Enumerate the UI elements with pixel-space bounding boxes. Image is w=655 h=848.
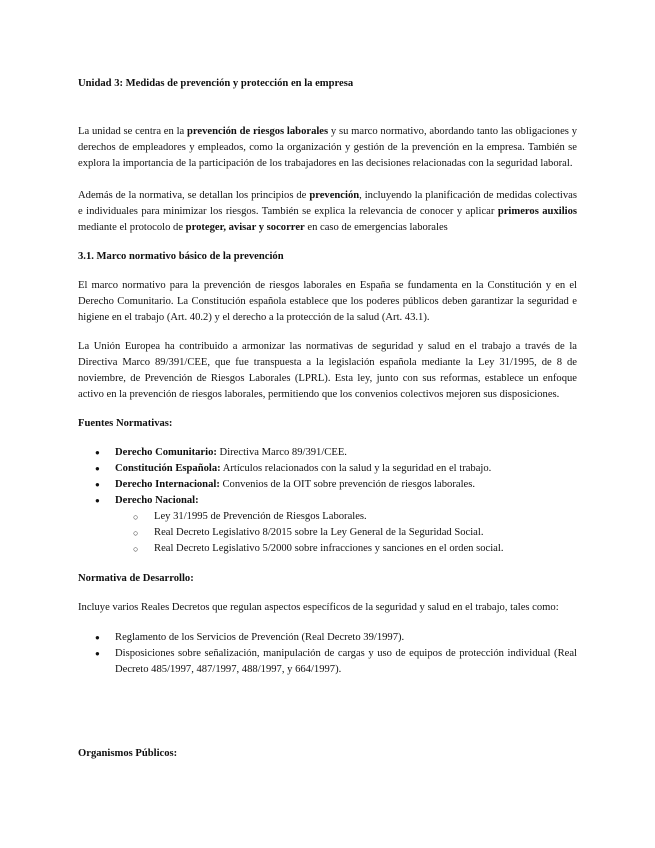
intro-p1-text-c: y su marco normativo, abordando tanto las obligaciones y derechos de empleadores y empleados, como la organización y gestión de la prevención en la empresa. También se explora la importancia de la participación de los trabajadores en las decisiones relacionadas con la seguridad laboral. — [78, 126, 577, 169]
intro-p2-bold-prevencion: prevención — [309, 190, 360, 201]
list-item-label: Constitución Española: — [115, 463, 221, 474]
desarrollo-heading: Normativa de Desarrollo: — [78, 573, 194, 584]
list-item-label: Derecho Nacional: — [115, 495, 199, 506]
sublist-item: ○ Real Decreto Legislativo 8/2015 sobre la Ley General de la Seguridad Social. — [78, 525, 577, 541]
desarrollo-list — [78, 630, 577, 678]
list-item: ● Disposiciones sobre señalización, manipulación de cargas y uso de equipos de protección individual (Real Decreto 485/1997, 487/1997, 488/1997, y 664/1997). — [78, 646, 577, 678]
intro-paragraph-2 — [78, 188, 577, 236]
desarrollo-intro: Incluye varios Reales Decretos que regulan aspectos específicos de la seguridad y salud en el trabajo, tales como: — [78, 602, 559, 613]
section-heading-3-1: 3.1. Marco normativo básico de la prevención — [78, 251, 284, 262]
fuentes-heading: Fuentes Normativas: — [78, 418, 173, 429]
intro-p2-text-c: , incluyendo la planificación de medidas colectivas e individuales para minimizar los riesgos. También se explica la relevancia de conocer y aplicar — [78, 190, 577, 217]
document-title: Unidad 3: Medidas de prevención y protección en la empresa — [78, 78, 354, 89]
list-item-label: Derecho Comunitario: — [115, 447, 217, 458]
sublist-item: ○ Ley 31/1995 de Prevención de Riesgos Laborales. — [78, 509, 577, 525]
intro-paragraph-1 — [78, 124, 577, 172]
list-item — [78, 445, 577, 461]
intro-p2-bold-primeros-auxilios: primeros auxilios — [497, 206, 577, 217]
intro-p2-text-a: Además de la normativa, se detallan los principios de — [78, 190, 310, 201]
section-3-1-paragraph-1: El marco normativo para la prevención de riesgos laborales en España se fundamenta en la Constitución y en el Derecho Comunitario. La Constitución española establece que los poderes públicos deben garantizar la seguridad e higiene en el trabajo (Art. 40.2) y el derecho a la protección de la salud (Art. 43.1). — [78, 280, 577, 323]
intro-p2-text-g: en caso de emergencias laborales — [304, 222, 448, 233]
intro-p2-bold-protocolo: proteger, avisar y socorrer — [185, 222, 305, 233]
list-item — [78, 461, 577, 477]
document-page — [78, 76, 577, 759]
list-item-text: Convenios de la OIT sobre prevención de riesgos laborales. — [219, 479, 476, 490]
organismos-heading: Organismos Públicos: — [78, 748, 178, 759]
list-item — [78, 477, 577, 493]
list-item — [78, 493, 577, 557]
nacional-sublist — [115, 509, 577, 557]
list-item-text: Directiva Marco 89/391/CEE. — [216, 447, 347, 458]
fuentes-list — [78, 445, 577, 557]
intro-p1-text-a: La unidad se centra en la — [78, 126, 187, 137]
list-item-text: Artículos relacionados con la salud y la seguridad en el trabajo. — [220, 463, 492, 474]
intro-p1-bold: prevención de riesgos laborales — [187, 126, 329, 137]
list-item-label: Derecho Internacional: — [115, 479, 220, 490]
intro-p2-text-e: mediante el protocolo de — [78, 222, 186, 233]
list-item: ● Reglamento de los Servicios de Prevención (Real Decreto 39/1997). — [78, 630, 577, 646]
sublist-item: ○ Real Decreto Legislativo 5/2000 sobre infracciones y sanciones en el orden social. — [78, 541, 577, 557]
section-3-1-paragraph-2: La Unión Europea ha contribuido a armonizar las normativas de seguridad y salud en el trabajo a través de la Directiva Marco 89/391/CEE, que fue transpuesta a la legislación española mediante la Ley 31/1995, de 8 de noviembre, de Prevención de Riesgos Laborales (LPRL). Esta ley, junto con sus reformas, establece un enfoque activo en la prevención de riesgos laborales, permitiendo que los convenios colectivos mejoren sus disposiciones. — [78, 341, 577, 400]
